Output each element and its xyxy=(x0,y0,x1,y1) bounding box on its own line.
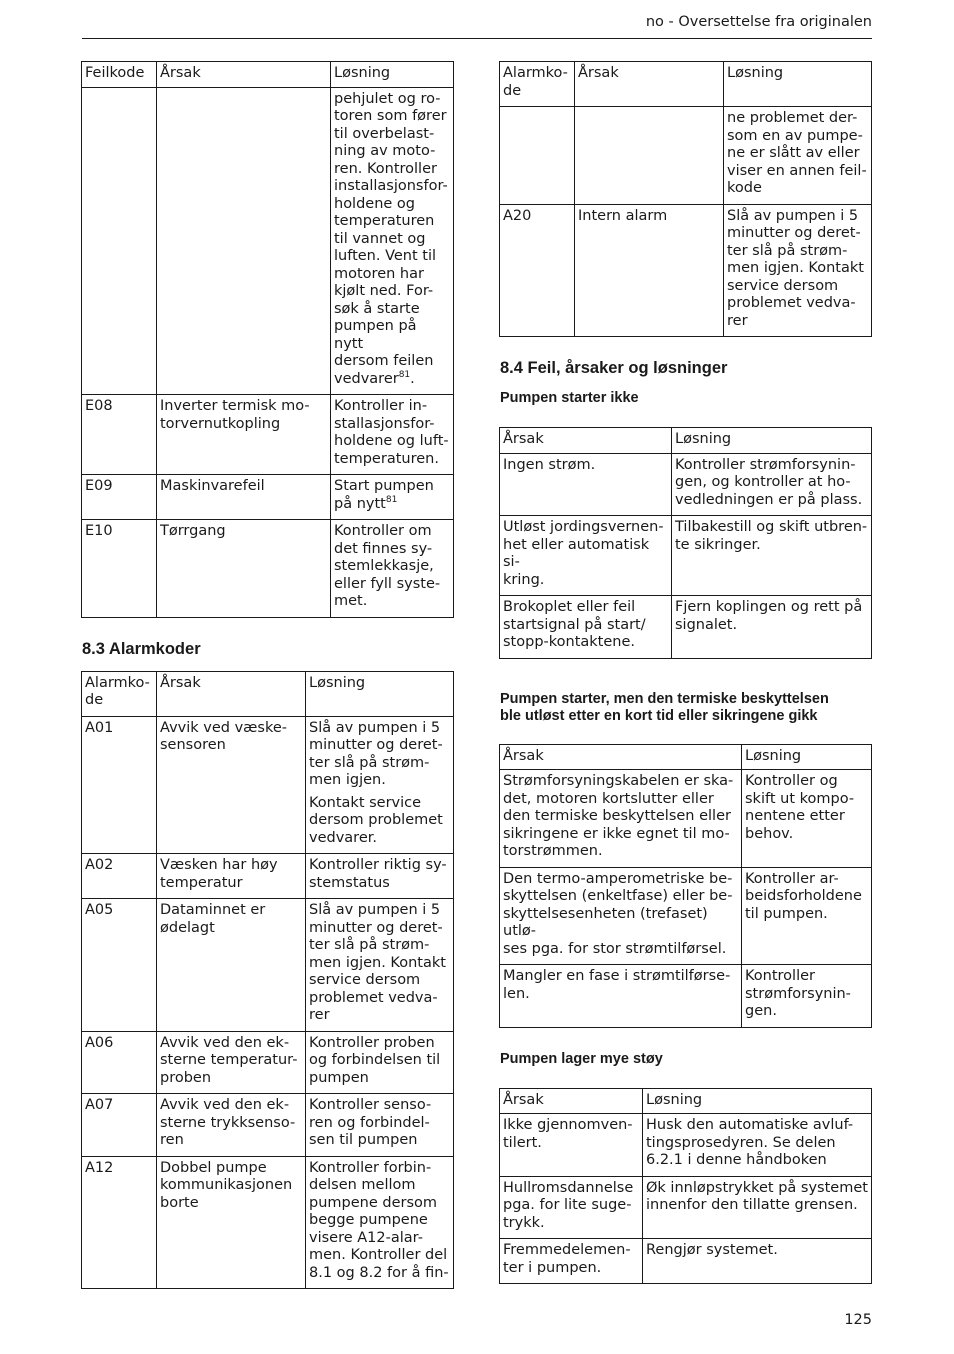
cause-cell xyxy=(500,867,742,965)
cell-line: viser en annen feil- xyxy=(727,162,867,179)
fault-subheading xyxy=(500,691,872,725)
solution-cell xyxy=(306,854,454,899)
solution-cell xyxy=(306,899,454,1032)
cell-line xyxy=(334,496,450,514)
solution-cell xyxy=(672,596,872,659)
table-row xyxy=(82,475,454,520)
cell-line: Tilbakestill og skift utbren- xyxy=(675,519,868,535)
cell-line: borte xyxy=(160,1194,199,1211)
cell-line: problemet vedva- xyxy=(727,295,856,311)
column-header: Løsning xyxy=(672,428,872,454)
cell-line: kommunikasjonen xyxy=(160,1177,293,1193)
cause-cell xyxy=(157,716,306,854)
running-header: no - Oversettelse fra originalen xyxy=(645,14,872,30)
cell-line: Væsken har høy xyxy=(160,857,278,873)
cell-line: ble utløst etter en kort tid eller sikringene gikk xyxy=(500,707,818,724)
cell-line: gen. xyxy=(745,1003,777,1019)
cell-line: stemlekkasje, xyxy=(334,558,434,574)
faults-tables xyxy=(499,390,872,1284)
cell-line: behov. xyxy=(745,825,794,842)
error-code-table xyxy=(81,61,454,618)
cell-line: 6.2.1 i denne håndboken xyxy=(646,1152,827,1168)
cell-line: søk å starte xyxy=(334,300,420,317)
cell-line: torstrømmen. xyxy=(503,843,603,859)
solution-cell xyxy=(331,475,454,520)
cell-line: Hullromsdannelse xyxy=(503,1179,634,1196)
cause-cell xyxy=(500,453,672,516)
cause-cell xyxy=(500,596,672,659)
cell-line: motoren har xyxy=(334,265,424,282)
cell-line: ning av moto- xyxy=(334,143,436,159)
cell-line: ter slå på strøm- xyxy=(309,754,430,771)
fault-subheading xyxy=(500,390,872,407)
cell-line: service dersom xyxy=(727,277,839,294)
cell-line: Inverter termisk mo- xyxy=(160,398,310,414)
cell-line: Kontroller forbin- xyxy=(309,1159,432,1176)
cell-line: Maskinvarefeil xyxy=(160,478,265,494)
cell-line: Kontroller om xyxy=(334,523,432,539)
alarm-table-body xyxy=(82,716,454,1289)
solution-cell xyxy=(672,516,872,596)
solution-cell xyxy=(331,520,454,618)
cell-line: Fremmedelemen- xyxy=(503,1242,631,1258)
cell-line: toren som fører xyxy=(334,108,447,124)
cell-line: Intern alarm xyxy=(578,207,668,224)
cell-line: til pumpen. xyxy=(745,905,828,922)
column-header: Løsning xyxy=(742,744,872,770)
table-row xyxy=(82,87,454,395)
cell-line: Slå av pumpen i 5 xyxy=(727,207,859,224)
cell-line: innenfor den tillatte grensen. xyxy=(646,1197,858,1213)
solution-cell xyxy=(331,395,454,475)
cause-cell xyxy=(157,1156,306,1289)
cell-line: eller fyll syste- xyxy=(334,575,441,592)
cell-line: vedvarer. xyxy=(309,829,377,846)
table-row xyxy=(500,107,872,205)
table-header-row xyxy=(82,62,454,88)
table-row xyxy=(500,1176,872,1239)
cell-line: gen, og kontroller at ho- xyxy=(675,474,851,490)
cell-line: men igjen. Kontakt xyxy=(309,954,446,971)
cell-line: begge pumpene xyxy=(309,1212,428,1228)
column-header: Løsning xyxy=(331,62,454,88)
cell-line: kring. xyxy=(503,571,545,588)
fault-table xyxy=(499,427,872,659)
cell-line: temperaturen. xyxy=(334,450,439,467)
cell-line: sterne temperatur- xyxy=(160,1052,298,1068)
alarm-code-cell: A20 xyxy=(500,204,575,337)
cell-line: rer xyxy=(309,1007,330,1023)
table-row xyxy=(82,1094,454,1157)
header-rule xyxy=(82,38,872,39)
cell-line: men. Kontroller del xyxy=(309,1247,448,1263)
solution-suffix: . xyxy=(410,370,415,387)
cell-line: beidsforholdene xyxy=(745,888,862,904)
cell-line: visere A12-alar- xyxy=(309,1229,423,1246)
cell-line: ses pga. for stor strømtilførsel. xyxy=(503,940,727,957)
cell-line: pga. for lite suge- xyxy=(503,1197,632,1213)
table-row xyxy=(500,516,872,596)
cause-cell xyxy=(575,107,724,205)
cell-line: Kontroller og xyxy=(745,773,838,789)
cause-cell xyxy=(575,204,724,337)
header-line: Alarmko- xyxy=(85,674,150,691)
table-row xyxy=(500,1114,872,1177)
footnote-ref: 81 xyxy=(398,369,411,380)
cause-cell xyxy=(500,1176,643,1239)
cell-line: Rengjør systemet. xyxy=(646,1242,778,1258)
solution-cell xyxy=(724,107,872,205)
solution-text: på nytt xyxy=(334,495,386,512)
column-header xyxy=(500,62,575,107)
solution-cell xyxy=(742,965,872,1028)
solution-cell xyxy=(306,1156,454,1289)
cause-cell xyxy=(157,475,331,520)
cause-cell xyxy=(157,1031,306,1094)
cell-line: Avvik ved den ek- xyxy=(160,1034,290,1051)
cell-line: stallasjonsfor- xyxy=(334,415,435,432)
cell-line: Kontroller senso- xyxy=(309,1097,432,1113)
solution-cell xyxy=(306,716,454,854)
page-number: 125 xyxy=(844,1312,872,1328)
cell-line: men igjen. xyxy=(309,772,386,788)
cause-cell xyxy=(157,395,331,475)
cell-line: Kontroller proben xyxy=(309,1034,435,1051)
solution-cell xyxy=(643,1176,872,1239)
fault-table xyxy=(499,744,872,1028)
cause-cell xyxy=(157,899,306,1032)
table-header-row xyxy=(500,1088,872,1114)
column-header: Feilkode xyxy=(82,62,157,88)
cell-line: Avvik ved væske- xyxy=(160,719,287,736)
alarm-code-cell: A06 xyxy=(82,1031,157,1094)
cell-line: dersom feilen xyxy=(334,353,434,369)
cell-line: stemstatus xyxy=(309,874,390,891)
cell-line: til overbelast- xyxy=(334,125,435,142)
solution-text: vedvarer xyxy=(334,370,399,387)
cause-cell xyxy=(500,1114,643,1177)
cell-line: trykk. xyxy=(503,1214,545,1231)
alarm-code-table-continued xyxy=(499,61,872,337)
section-heading-alarm-codes: 8.3 Alarmkoder xyxy=(82,639,201,658)
cell-line: pumpene dersom xyxy=(309,1194,438,1211)
solution-cell xyxy=(643,1114,872,1177)
footnote-ref: 81 xyxy=(385,494,398,505)
table-row xyxy=(500,1239,872,1284)
cell-line: Avvik ved den ek- xyxy=(160,1097,290,1113)
cell-line: ren xyxy=(160,1132,184,1148)
cause-cell xyxy=(157,1094,306,1157)
cell-line: Dobbel pumpe xyxy=(160,1159,267,1176)
cell-line: det finnes sy- xyxy=(334,540,433,557)
cell-line: nentene etter xyxy=(745,808,845,824)
cell-line: stopp-kontaktene. xyxy=(503,634,635,650)
cell-line: Ingen strøm. xyxy=(503,456,596,473)
solution-cell xyxy=(672,453,872,516)
alarm-continued-body xyxy=(500,107,872,337)
cell-line: og forbindelsen til xyxy=(309,1052,441,1068)
cell-line: torvernutkopling xyxy=(160,415,281,432)
cell-line: Slå av pumpen i 5 xyxy=(309,719,441,736)
solution-cell xyxy=(306,1031,454,1094)
cell-line: ter slå på strøm- xyxy=(309,937,430,953)
table-header-row xyxy=(500,428,872,454)
cell-line: skyttelsen (enkeltfase) eller be- xyxy=(503,888,733,904)
table-row xyxy=(82,899,454,1032)
cell-line: holdene og luft- xyxy=(334,433,449,449)
column-header: Løsning xyxy=(724,62,872,107)
cell-line: pumpen xyxy=(309,1069,369,1086)
cell-line: vedledningen er på plass. xyxy=(675,491,863,508)
alarm-code-cell: A12 xyxy=(82,1156,157,1289)
cell-line: Kontakt service xyxy=(309,794,422,811)
left-column xyxy=(81,61,454,1289)
cell-line: Kontroller strømforsynin- xyxy=(675,456,856,473)
cell-line xyxy=(334,371,450,389)
column-header: Årsak xyxy=(500,1088,643,1114)
table-row xyxy=(500,770,872,868)
cell-line: te sikringer. xyxy=(675,536,761,553)
table-header-row xyxy=(500,62,872,107)
cause-cell xyxy=(500,1239,643,1284)
cell-line: skift ut kompo- xyxy=(745,790,855,807)
alarm-code-cell: A05 xyxy=(82,899,157,1032)
cell-line: sikringene er ikke egnet til mo- xyxy=(503,825,730,842)
table-row xyxy=(82,395,454,475)
cell-line: signalet. xyxy=(675,616,738,633)
table-row xyxy=(500,596,872,659)
cell-line: Øk innløpstrykket på systemet xyxy=(646,1179,868,1196)
cell-line: ødelagt xyxy=(160,919,215,936)
error-table-body xyxy=(82,87,454,617)
cell-line: ren og forbindel- xyxy=(309,1114,430,1131)
cell-line: sterne trykksenso- xyxy=(160,1114,296,1131)
solution-cell xyxy=(331,87,454,395)
cell-line: kode xyxy=(727,180,762,196)
header-line: de xyxy=(85,692,104,708)
cell-line: service dersom xyxy=(309,972,421,988)
cause-cell xyxy=(157,854,306,899)
cell-line: installasjonsfor- xyxy=(334,178,448,194)
column-header: Årsak xyxy=(500,428,672,454)
cell-line: Strømforsyningskabelen er ska- xyxy=(503,773,734,789)
cell-line: men igjen. Kontakt xyxy=(727,260,864,276)
cell-line: Brokoplet eller feil xyxy=(503,599,636,615)
cell-line: Kontroller ar- xyxy=(745,870,839,887)
cell-line: minutter og deret- xyxy=(727,225,861,241)
cell-line: Pumpen starter ikke xyxy=(500,390,639,406)
cell-line: pehjulet og ro- xyxy=(334,90,441,107)
solution-cell xyxy=(724,204,872,337)
column-header: Årsak xyxy=(575,62,724,107)
cell-line: proben xyxy=(160,1069,212,1086)
column-header: Årsak xyxy=(157,671,306,716)
table-row xyxy=(82,1156,454,1289)
cell-line: kjølt ned. For- xyxy=(334,283,434,299)
section-heading-faults: 8.4 Feil, årsaker og løsninger xyxy=(500,359,728,377)
column-header: Løsning xyxy=(643,1088,872,1114)
cell-line: Kontroller xyxy=(745,968,815,984)
cell-line: skyttelsesenheten (trefaset) utlø- xyxy=(503,905,708,939)
cell-line: Tørrgang xyxy=(160,523,226,539)
cell-line: temperaturen xyxy=(334,213,435,229)
cell-line: Kontroller riktig sy- xyxy=(309,857,447,873)
cell-line: strømforsynin- xyxy=(745,985,851,1002)
table-header-row xyxy=(82,671,454,716)
alarm-code-cell: A01 xyxy=(82,716,157,854)
solution-cell xyxy=(306,1094,454,1157)
cell-line: luften. Vent til xyxy=(334,248,437,264)
cell-line: den termiske beskyttelsen eller xyxy=(503,808,731,824)
cell-line: temperatur xyxy=(160,874,243,891)
table-row xyxy=(82,716,454,854)
table-row xyxy=(500,965,872,1028)
cell-line: Start pumpen xyxy=(334,478,434,494)
cell-line: Mangler en fase i strømtilførse- xyxy=(503,968,731,984)
alarm-code-cell: A07 xyxy=(82,1094,157,1157)
cell-line: holdene og xyxy=(334,195,416,212)
cell-line: delsen mellom xyxy=(309,1177,416,1193)
cause-cell xyxy=(157,87,331,395)
cell-line: pumpen på nytt xyxy=(334,318,417,352)
cell-line: Kontroller in- xyxy=(334,398,428,414)
column-header: Årsak xyxy=(157,62,331,88)
cell-line: Ikke gjennomven- xyxy=(503,1117,633,1133)
cell-line: Pumpen lager mye støy xyxy=(500,1050,663,1067)
alarm-code-cell xyxy=(500,107,575,205)
cell-line: ne problemet der- xyxy=(727,110,858,126)
cell-line: ter i pumpen. xyxy=(503,1259,602,1276)
cell-line: tingsprosedyren. Se delen xyxy=(646,1134,836,1151)
header-line: Alarmko- xyxy=(503,65,568,81)
cell-line: Fjern koplingen og rett på xyxy=(675,599,863,615)
table-row xyxy=(82,520,454,618)
cell-line: startsignal på start/ xyxy=(503,616,646,633)
cell-line: sensoren xyxy=(160,737,226,753)
cause-cell xyxy=(500,516,672,596)
cell-line: Den termo-amperometriske be- xyxy=(503,870,733,887)
table-row xyxy=(500,453,872,516)
solution-cell xyxy=(742,770,872,868)
fault-table xyxy=(499,1088,872,1285)
cell-line: het eller automatisk si- xyxy=(503,536,650,570)
cell-line: dersom problemet xyxy=(309,812,443,828)
fault-subheading xyxy=(500,1051,872,1068)
cell-line: ne er slått av eller xyxy=(727,145,860,161)
cell-line: som en av pumpe- xyxy=(727,127,863,144)
table-header-row xyxy=(500,744,872,770)
table-row xyxy=(82,854,454,899)
error-code-cell: E10 xyxy=(82,520,157,618)
cell-line: rer xyxy=(727,312,748,329)
cell-line: minutter og deret- xyxy=(309,737,443,753)
right-column xyxy=(499,61,872,1284)
cell-line: tilert. xyxy=(503,1134,542,1151)
cell-line: len. xyxy=(503,985,530,1002)
error-code-cell: E08 xyxy=(82,395,157,475)
solution-cell xyxy=(742,867,872,965)
alarm-code-table xyxy=(81,671,454,1290)
cell-line: minutter og deret- xyxy=(309,919,443,936)
cell-line: til vannet og xyxy=(334,230,426,247)
column-header: Løsning xyxy=(306,671,454,716)
cause-cell xyxy=(500,770,742,868)
solution-paragraph xyxy=(309,795,450,848)
cause-cell xyxy=(157,520,331,618)
cell-line: met. xyxy=(334,593,368,609)
table-row xyxy=(500,867,872,965)
cell-line: det, motoren kortslutter eller xyxy=(503,790,714,807)
error-code-cell xyxy=(82,87,157,395)
cell-line: problemet vedva- xyxy=(309,989,438,1006)
cell-line: Utløst jordingsvernen- xyxy=(503,519,664,535)
cell-line: Slå av pumpen i 5 xyxy=(309,902,441,918)
cell-line: Dataminnet er xyxy=(160,902,266,918)
alarm-code-cell: A02 xyxy=(82,854,157,899)
column-header xyxy=(82,671,157,716)
header-line: de xyxy=(503,82,522,99)
table-row xyxy=(82,1031,454,1094)
solution-cell xyxy=(643,1239,872,1284)
cell-line: 8.1 og 8.2 for å fin- xyxy=(309,1264,449,1281)
cause-cell xyxy=(500,965,742,1028)
error-code-cell: E09 xyxy=(82,475,157,520)
cell-line: sen til pumpen xyxy=(309,1132,418,1148)
column-header: Årsak xyxy=(500,744,742,770)
table-row xyxy=(500,204,872,337)
cell-line: ren. Kontroller xyxy=(334,160,437,177)
cell-line: Husk den automatiske avluf- xyxy=(646,1117,854,1133)
cell-line: Pumpen starter, men den termiske beskyttelsen xyxy=(500,690,829,707)
cell-line: ter slå på strøm- xyxy=(727,242,848,259)
